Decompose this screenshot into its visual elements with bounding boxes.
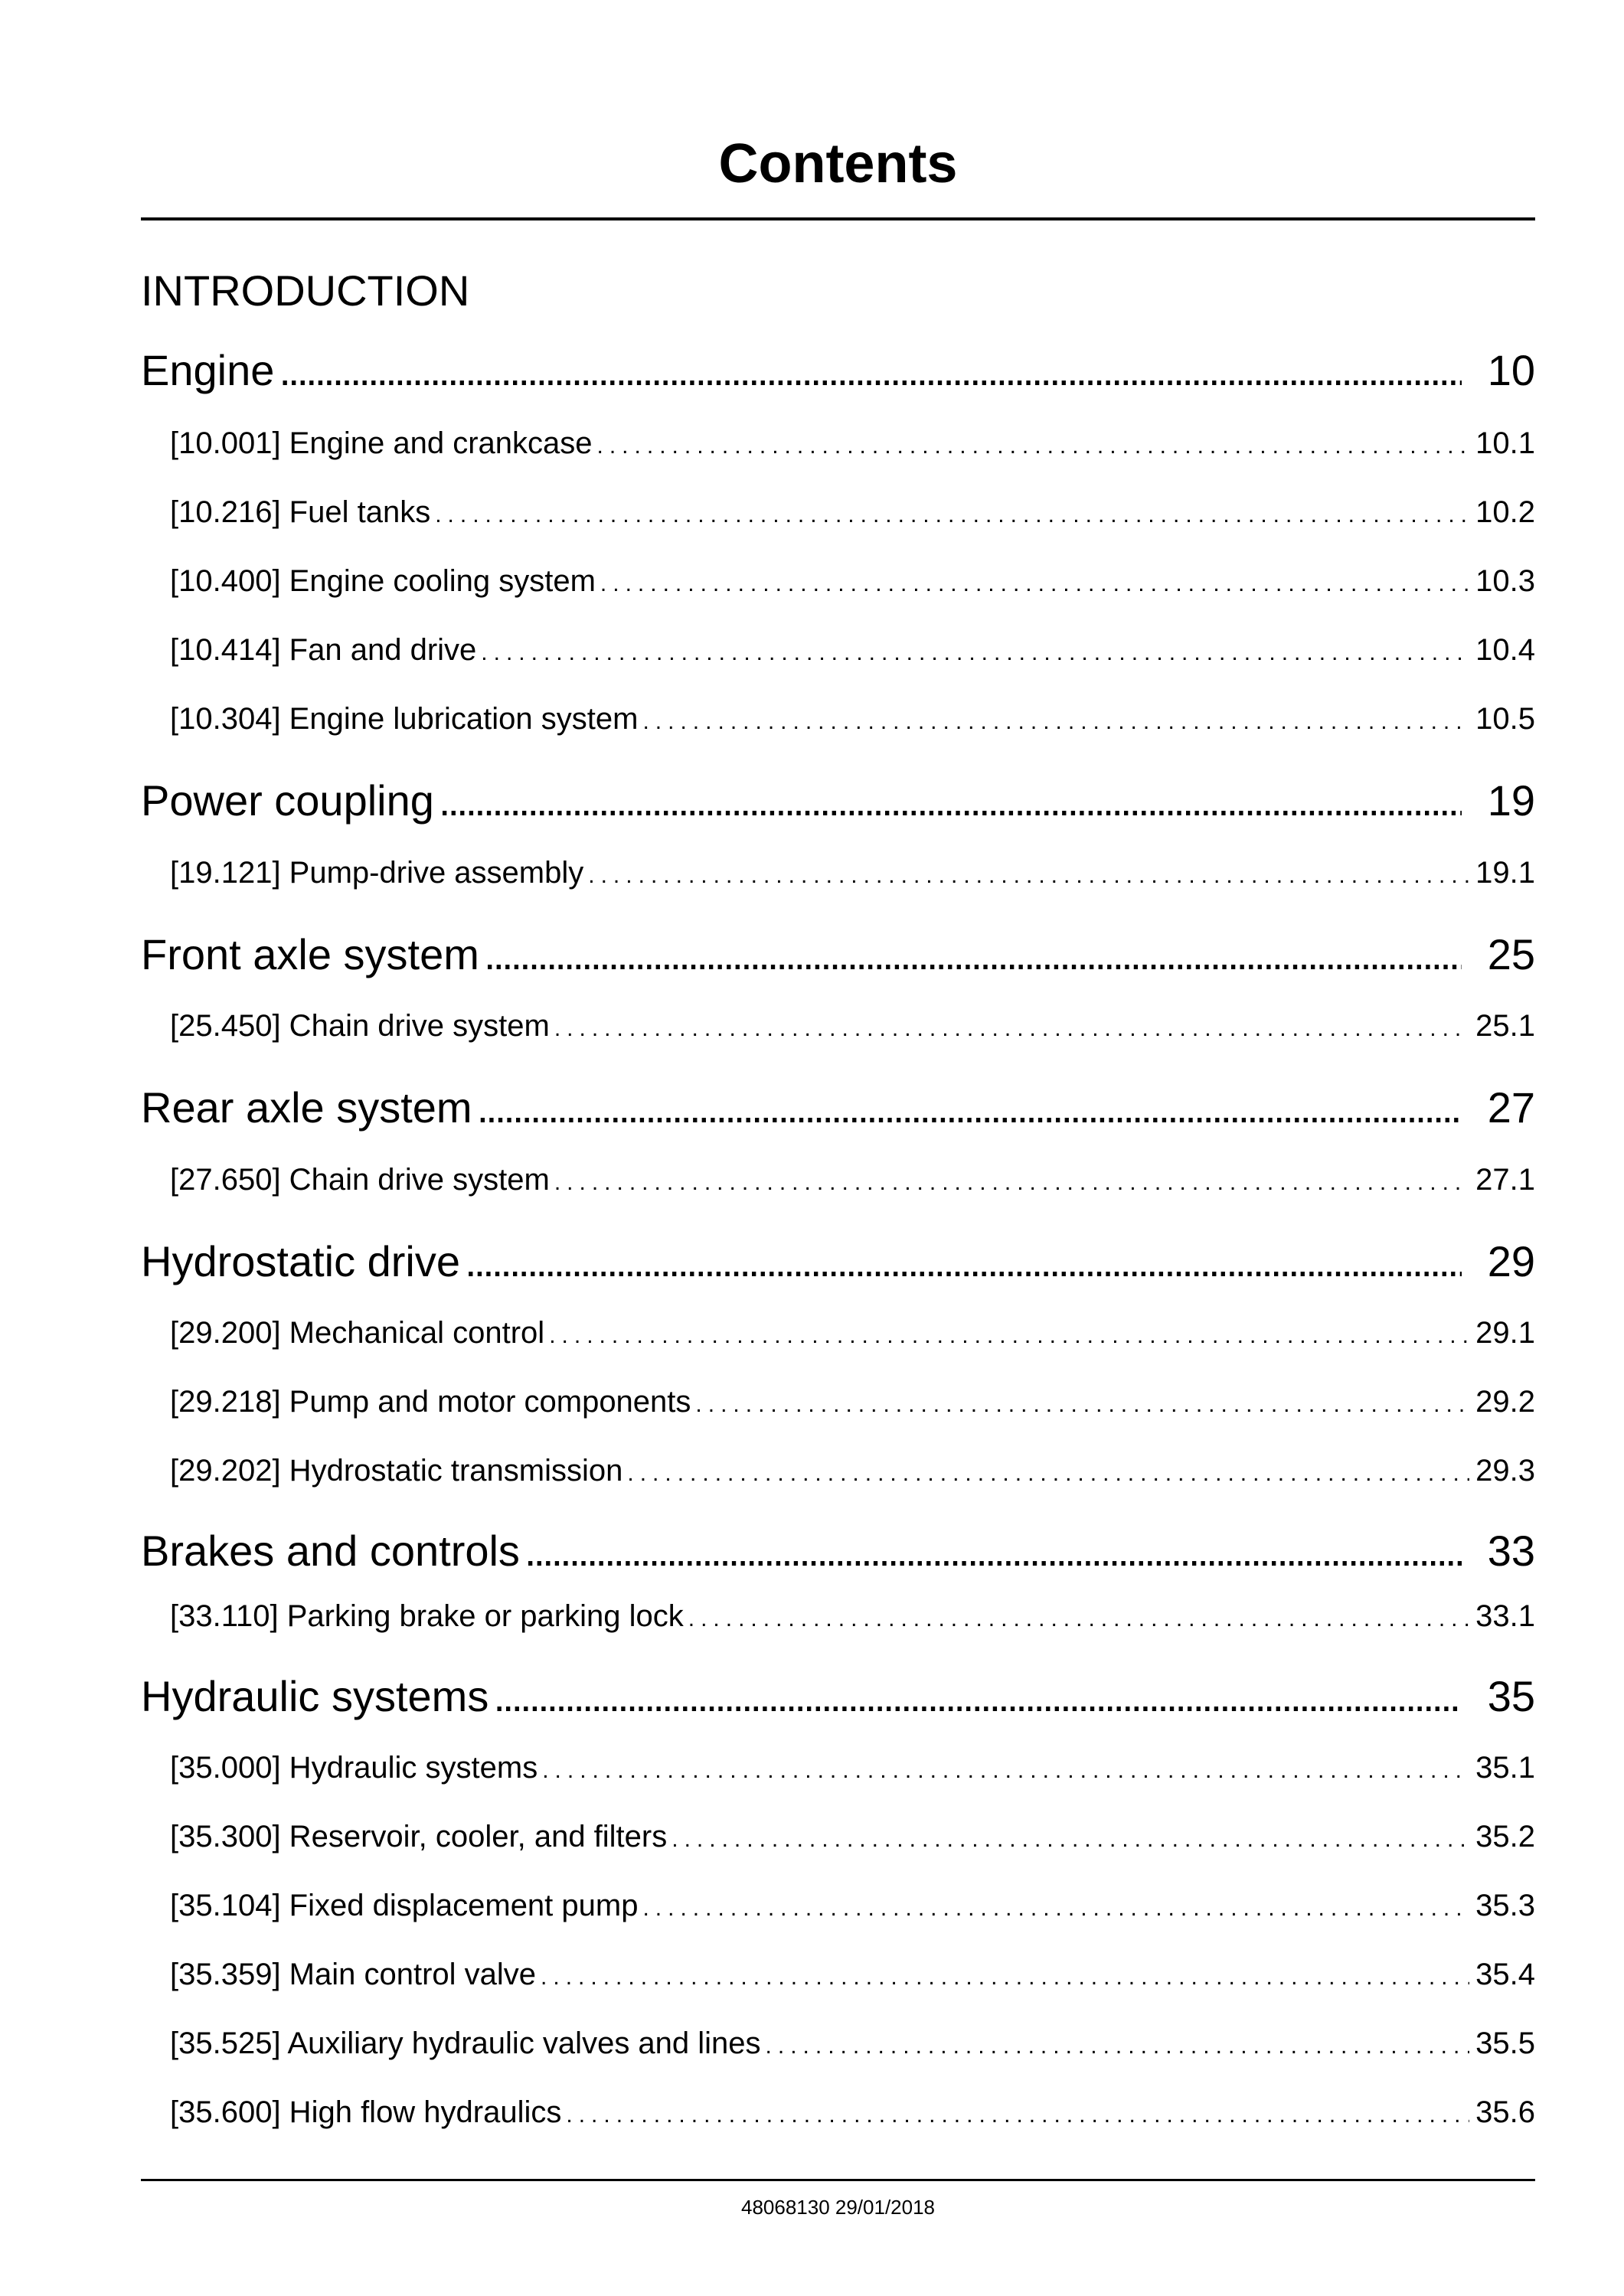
dot-leader bbox=[524, 1530, 1462, 1573]
toc-subsection[interactable] bbox=[170, 1386, 1535, 1417]
page-number: 10 bbox=[1487, 346, 1535, 394]
dot-leader bbox=[481, 642, 1469, 665]
page-number: 35.5 bbox=[1475, 2027, 1535, 2060]
page-number: 33.1 bbox=[1475, 1599, 1535, 1633]
toc-subsection[interactable] bbox=[170, 428, 1535, 459]
toc-section-label: Rear axle system bbox=[141, 1083, 472, 1132]
page-number: 25 bbox=[1487, 930, 1535, 978]
toc-subsection[interactable] bbox=[170, 857, 1535, 888]
footer-doc-id: 48068130 29/01/2018 bbox=[740, 2196, 936, 2219]
toc-subsection-label: [10.001] Engine and crankcase bbox=[170, 426, 593, 460]
introduction-heading: INTRODUCTION bbox=[141, 266, 470, 315]
toc-section[interactable] bbox=[141, 346, 1535, 394]
toc-subsection[interactable] bbox=[170, 635, 1535, 665]
page-number: 35.4 bbox=[1475, 1958, 1535, 1991]
page-number: 10.5 bbox=[1475, 702, 1535, 736]
page-number: 35 bbox=[1487, 1672, 1535, 1720]
toc-subsection[interactable] bbox=[170, 566, 1535, 596]
toc-section[interactable] bbox=[141, 1083, 1535, 1132]
toc-subsection-label: [19.121] Pump-drive assembly bbox=[170, 856, 584, 890]
toc-section-label: Hydrostatic drive bbox=[141, 1237, 461, 1285]
toc-subsection-label: [33.110] Parking brake or parking lock bbox=[170, 1599, 684, 1633]
page-number: 35.2 bbox=[1475, 1820, 1535, 1853]
dot-leader bbox=[477, 1086, 1462, 1129]
dot-leader bbox=[279, 349, 1462, 392]
dot-leader bbox=[465, 1240, 1462, 1283]
toc-subsection-label: [27.650] Chain drive system bbox=[170, 1163, 550, 1197]
toc-subsection-label: [35.359] Main control valve bbox=[170, 1958, 537, 1991]
dot-leader bbox=[541, 1966, 1469, 1989]
toc-subsection-label: [29.218] Pump and motor components bbox=[170, 1385, 691, 1419]
toc-subsection[interactable] bbox=[170, 2097, 1535, 2128]
page-number: 19.1 bbox=[1475, 856, 1535, 890]
toc-subsection-label: [35.104] Fixed displacement pump bbox=[170, 1889, 639, 1922]
dot-leader bbox=[600, 573, 1469, 596]
dot-leader bbox=[688, 1608, 1469, 1631]
toc-subsection[interactable] bbox=[170, 1318, 1535, 1348]
toc-section[interactable] bbox=[141, 1237, 1535, 1285]
title-divider bbox=[141, 217, 1535, 220]
toc-subsection-label: [10.400] Engine cooling system bbox=[170, 564, 596, 598]
dot-leader bbox=[642, 1897, 1469, 1920]
toc-subsection-label: [10.216] Fuel tanks bbox=[170, 495, 431, 529]
toc-subsection-label: [10.304] Engine lubrication system bbox=[170, 702, 639, 736]
toc-section-label: Front axle system bbox=[141, 930, 479, 978]
toc-section-label: Hydraulic systems bbox=[141, 1672, 489, 1720]
dot-leader bbox=[566, 2104, 1469, 2127]
dot-leader bbox=[484, 933, 1462, 976]
page-number: 35.1 bbox=[1475, 1751, 1535, 1785]
page-number: 29.3 bbox=[1475, 1454, 1535, 1488]
dot-leader bbox=[671, 1828, 1469, 1851]
toc-subsection-label: [35.000] Hydraulic systems bbox=[170, 1751, 538, 1785]
toc-section[interactable] bbox=[141, 776, 1535, 825]
toc-subsection-label: [29.200] Mechanical control bbox=[170, 1316, 545, 1350]
toc-subsection[interactable] bbox=[170, 704, 1535, 734]
page-number: 27 bbox=[1487, 1083, 1535, 1132]
dot-leader bbox=[642, 710, 1469, 733]
page-number: 35.3 bbox=[1475, 1889, 1535, 1922]
page-number: 35.6 bbox=[1475, 2095, 1535, 2129]
toc-subsection-label: [35.300] Reservoir, cooler, and filters bbox=[170, 1820, 668, 1853]
toc-section-label: Power coupling bbox=[141, 776, 434, 825]
toc-section[interactable] bbox=[141, 930, 1535, 978]
page-number: 10.1 bbox=[1475, 426, 1535, 460]
toc-subsection[interactable] bbox=[170, 1959, 1535, 1990]
toc-subsection-label: [35.525] Auxiliary hydraulic valves and lines bbox=[170, 2027, 761, 2060]
toc-subsection[interactable] bbox=[170, 1752, 1535, 1783]
page-number: 25.1 bbox=[1475, 1009, 1535, 1043]
document-page bbox=[141, 0, 1535, 2296]
toc-section[interactable] bbox=[141, 1672, 1535, 1720]
page-number: 33 bbox=[1487, 1527, 1535, 1575]
toc-subsection-label: [29.202] Hydrostatic transmission bbox=[170, 1454, 623, 1488]
page-number: 10.3 bbox=[1475, 564, 1535, 598]
toc-subsection[interactable] bbox=[170, 1821, 1535, 1852]
dot-leader bbox=[542, 1759, 1469, 1782]
toc-subsection[interactable] bbox=[170, 2028, 1535, 2059]
page-number: 29.1 bbox=[1475, 1316, 1535, 1350]
toc-section-label: Brakes and controls bbox=[141, 1527, 520, 1575]
page-number: 29 bbox=[1487, 1237, 1535, 1285]
toc-section[interactable] bbox=[141, 1527, 1535, 1575]
dot-leader bbox=[439, 779, 1462, 822]
dot-leader bbox=[766, 2035, 1469, 2058]
dot-leader bbox=[549, 1324, 1469, 1347]
toc-subsection-label: [35.600] High flow hydraulics bbox=[170, 2095, 562, 2129]
toc-subsection[interactable] bbox=[170, 1601, 1535, 1631]
dot-leader bbox=[493, 1675, 1462, 1718]
dot-leader bbox=[627, 1462, 1469, 1485]
page-title: Contents bbox=[718, 133, 958, 194]
toc-subsection-label: [10.414] Fan and drive bbox=[170, 633, 477, 667]
dot-leader bbox=[597, 435, 1469, 458]
toc-subsection[interactable] bbox=[170, 1455, 1535, 1486]
dot-leader bbox=[554, 1017, 1469, 1040]
dot-leader bbox=[435, 504, 1469, 527]
toc-subsection-label: [25.450] Chain drive system bbox=[170, 1009, 550, 1043]
toc-subsection[interactable] bbox=[170, 1011, 1535, 1041]
toc-subsection[interactable] bbox=[170, 1890, 1535, 1921]
dot-leader bbox=[588, 864, 1469, 887]
page-number: 27.1 bbox=[1475, 1163, 1535, 1197]
page-number: 29.2 bbox=[1475, 1385, 1535, 1419]
page-number: 10.4 bbox=[1475, 633, 1535, 667]
toc-section-label: Engine bbox=[141, 346, 275, 394]
dot-leader bbox=[695, 1393, 1469, 1416]
toc-subsection[interactable] bbox=[170, 497, 1535, 527]
page-number: 19 bbox=[1487, 776, 1535, 825]
dot-leader bbox=[554, 1171, 1469, 1194]
toc-subsection[interactable] bbox=[170, 1164, 1535, 1195]
page-number: 10.2 bbox=[1475, 495, 1535, 529]
footer-divider bbox=[141, 2179, 1535, 2181]
